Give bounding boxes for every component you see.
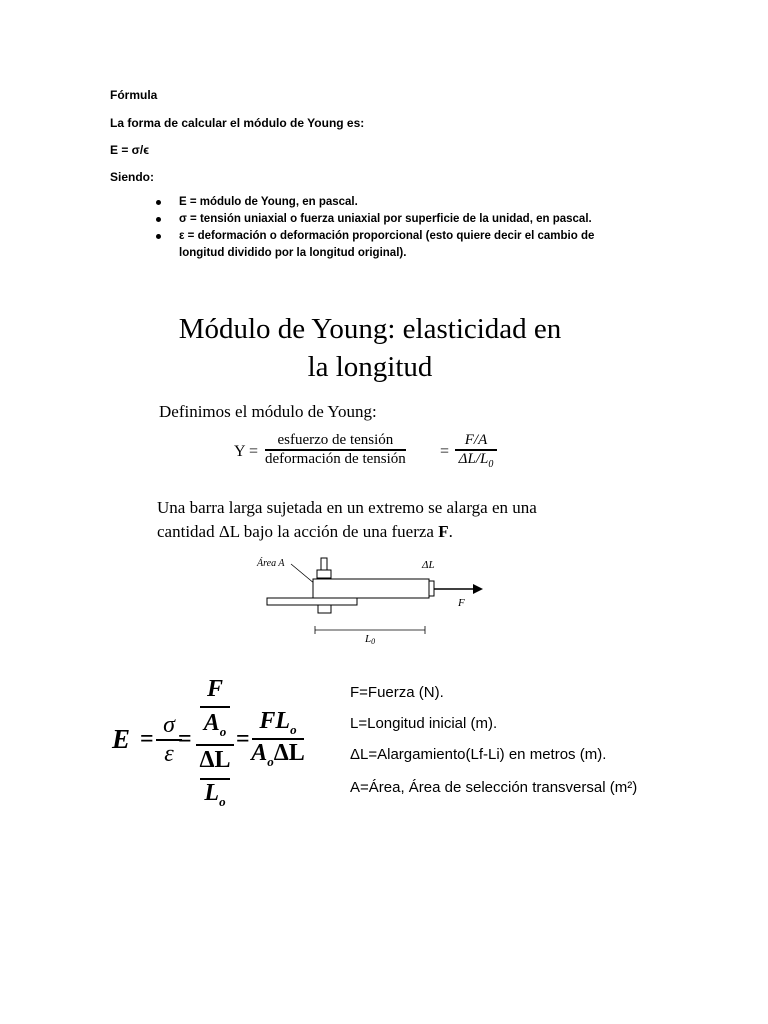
section-heading: Fórmula [110,88,158,102]
sigma-symbol: σ [163,712,175,738]
fraction-numerator: esfuerzo de tensión [277,432,394,448]
fraction-denominator: $A_o\Delta L$ [251,739,305,769]
paragraph-line1: Una barra larga sujetada en un extremo se alarga en una [157,498,537,517]
formula-equals-3: = [236,726,250,752]
stress-strain-fraction [265,432,406,468]
formula-e: E [112,724,131,754]
formula-equals-2: = [178,726,192,752]
list-item [150,194,630,211]
bullet-icon [156,234,161,239]
area-label: Área A [257,558,285,569]
elastic-bar [313,579,429,598]
slide-title-line1: Módulo de Young: elasticidad en [178,313,562,345]
formula-line: E = σ/ϵ [110,143,149,157]
nut-bottom [318,605,331,613]
area-pointer [291,564,315,584]
formula-equals-1: = [140,726,154,752]
delta-l-label: ΔL [422,559,435,571]
epsilon-symbol: ε [164,740,174,767]
list-item [150,211,630,228]
bolt-top [321,558,327,570]
slide-title-line2: la longitud [307,351,433,383]
siendo-label: Siendo: [110,170,154,184]
fraction-bar [200,706,230,708]
definition-area: A=Área, Área de selección transversal (m²) [350,779,638,796]
fraction-numerator: $FL_o$ [259,708,297,737]
final-fraction [252,708,304,770]
bar-end-cap [429,581,434,596]
list-item-text: ε = deformación o deformación proporcional (esto quiere decir el cambio de [179,230,595,242]
list-item-text-continuation: longitud dividido por la longitud original). [179,247,407,259]
y-symbol: Y = [234,443,258,460]
definition-force: F=Fuerza (N). [350,684,444,701]
compound-lo: $L_o$ [204,780,226,809]
compound-ao: $A_o$ [203,710,227,739]
bullet-icon [156,217,161,222]
compound-dl: ΔL [199,747,231,773]
equals-sign: = [440,443,450,460]
main-fraction-bar [196,744,234,746]
fraction-denominator: deformación de tensión [265,450,406,467]
list-item [150,228,630,262]
force-label: F [458,597,465,609]
paragraph-line2: cantidad ΔL bajo la acción de una fuerza F. [157,522,453,541]
compound-fraction [196,676,234,816]
definition-intro: Definimos el módulo de Young: [159,402,377,421]
bullet-icon [156,200,161,205]
variable-list [150,194,630,262]
force-arrow-head [473,584,483,594]
fraction-numerator: F/A [464,432,488,448]
definition-length: L=Longitud inicial (m). [350,715,498,732]
nut-top [317,570,331,578]
list-item-text: E = módulo de Young, en pascal. [179,196,358,208]
fraction-denominator: $\Delta L/L_0$ [458,450,494,470]
force-area-fraction [455,432,497,470]
definition-elongation: ΔL=Alargamiento(Lf-Li) en metros (m). [350,746,607,763]
intro-text: La forma de calcular el módulo de Young es: [110,116,365,130]
base-plate [267,598,357,605]
compound-f: F [206,676,223,702]
length-label: L0 [365,633,376,645]
list-item-text: σ = tensión uniaxial o fuerza uniaxial por superficie de la unidad, en pascal. [179,213,592,225]
bar-diagram [255,550,495,645]
